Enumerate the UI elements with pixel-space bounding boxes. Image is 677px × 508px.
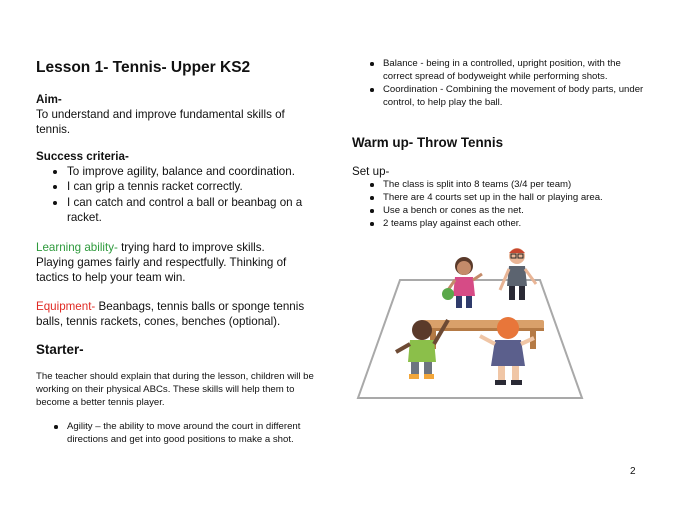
- list-item: Agility – the ability to move around the court in different directions and get into good positions to make a shot.: [36, 420, 318, 446]
- learning-ability-label: Learning ability-: [36, 241, 118, 254]
- equipment-text: Beanbags, tennis balls or sponge tennis balls, tennis rackets, cones, benches (optional).: [36, 300, 305, 329]
- equipment-label: Equipment-: [36, 300, 96, 313]
- page-number: 2: [630, 466, 636, 477]
- success-criteria-label: Success criteria-: [36, 150, 129, 163]
- abcs-continued-list: [352, 57, 650, 109]
- aim-section: [36, 92, 321, 138]
- setup-label: Set up-: [352, 165, 390, 178]
- list-item: I can catch and control a ball or beanbag on a racket.: [36, 195, 321, 225]
- list-item: Use a bench or cones as the net.: [352, 204, 650, 217]
- warmup-heading: Warm up- Throw Tennis: [352, 135, 504, 150]
- setup-list: [352, 178, 650, 230]
- green-ball: [442, 288, 454, 300]
- throw-tennis-illustration: [354, 244, 586, 406]
- starter-heading: Starter-: [36, 342, 84, 357]
- starter-list: [36, 420, 318, 446]
- starter-text: The teacher should explain that during the lesson, children will be working on their physical ABCs. These skills will help them to become a better tennis player.: [36, 371, 314, 409]
- list-item: I can grip a tennis racket correctly.: [36, 179, 321, 194]
- success-criteria-section: [36, 149, 321, 225]
- aim-text: To understand and improve fundamental skills of tennis.: [36, 108, 285, 137]
- list-item: Coordination - Combining the movement of body parts, under control, to help play the ball.: [352, 83, 650, 109]
- list-item: The class is split into 8 teams (3/4 per team): [352, 178, 650, 191]
- aim-label: Aim-: [36, 93, 62, 106]
- page-title: Lesson 1- Tennis- Upper KS2: [36, 59, 251, 76]
- list-item: There are 4 courts set up in the hall or playing area.: [352, 191, 650, 204]
- success-criteria-list: [36, 164, 321, 225]
- list-item: Balance - being in a controlled, upright position, with the correct spread of bodyweight while performing shots.: [352, 57, 650, 83]
- list-item: To improve agility, balance and coordination.: [36, 164, 321, 179]
- equipment-section: [36, 299, 311, 329]
- learning-ability-section: [36, 240, 298, 286]
- list-item: 2 teams play against each other.: [352, 217, 650, 230]
- learning-ability-text: trying hard to improve skills. Playing games fairly and respectfully. Thinking of tactics to help your team win.: [36, 241, 287, 285]
